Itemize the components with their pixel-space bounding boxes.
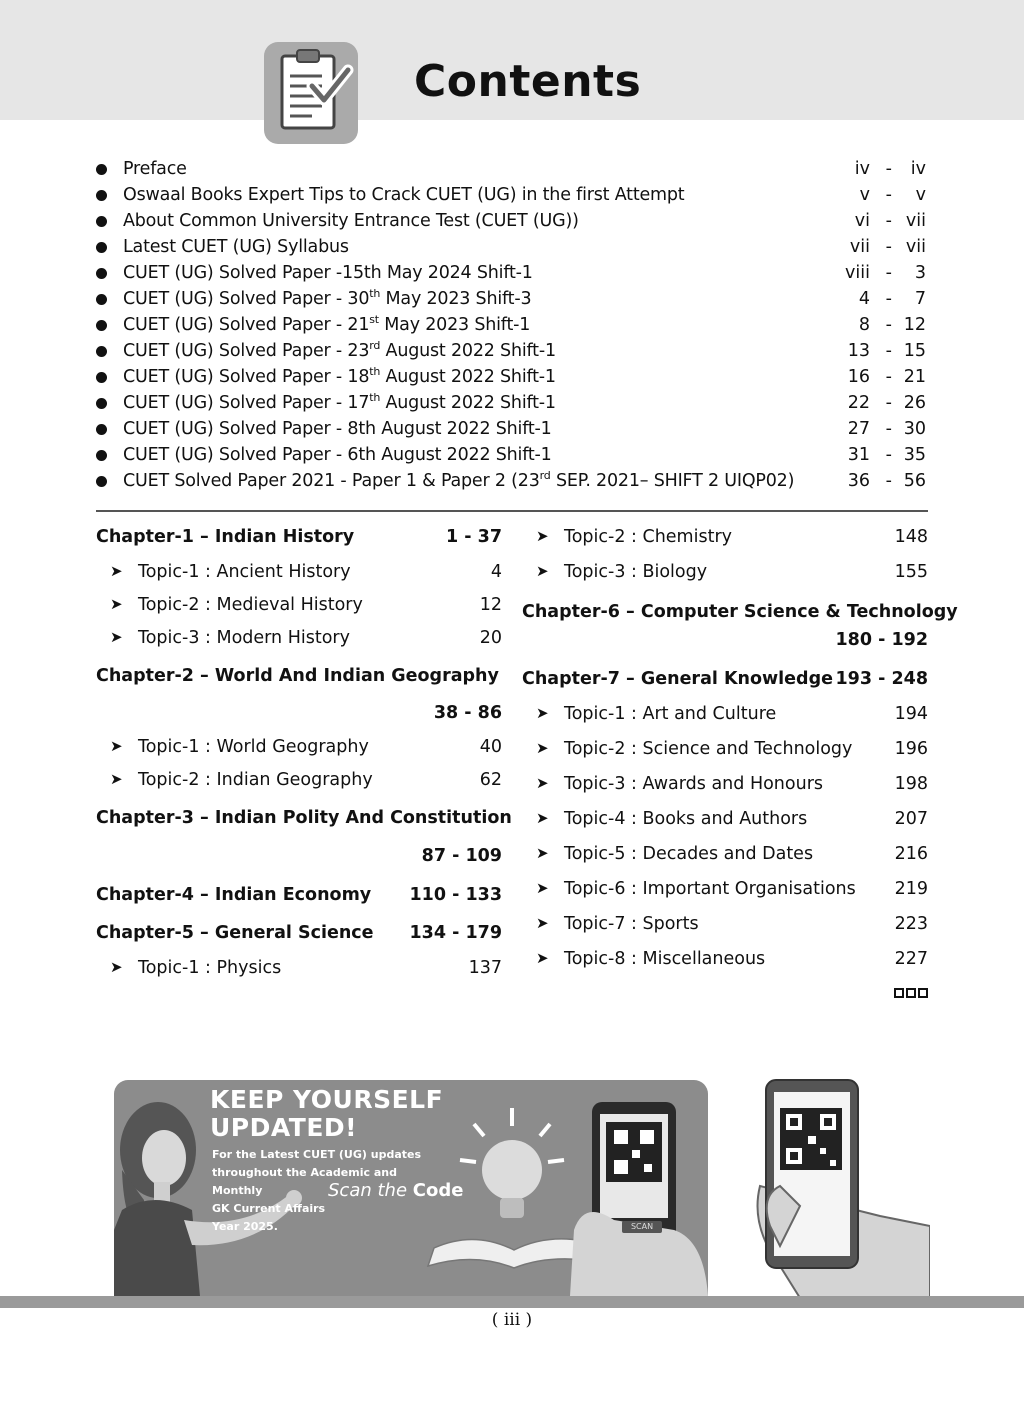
topic-row[interactable] [96, 770, 502, 808]
page-to: 12 [903, 315, 926, 335]
banner-title-line: UPDATED! [210, 1113, 358, 1142]
page-dash: - [885, 393, 892, 413]
banner-title-line: KEEP YOURSELF [210, 1085, 444, 1114]
topic-title: Topic-2 : Medieval History [138, 595, 363, 615]
bullet-icon [96, 398, 107, 409]
topic-title: Topic-7 : Sports [564, 914, 699, 934]
topic-page: 227 [894, 949, 928, 969]
preliminary-item[interactable] [96, 156, 926, 182]
page-to: 3 [914, 263, 926, 283]
arrow-bullet-icon: ➤ [536, 774, 549, 792]
topic-row[interactable] [522, 562, 928, 602]
bullet-icon [96, 320, 107, 331]
preliminary-title: CUET (UG) Solved Paper - 30th May 2023 Shift-3 [123, 287, 532, 309]
chapter-pages: 134 - 179 [409, 923, 502, 943]
topic-title: Topic-1 : World Geography [138, 737, 369, 757]
topic-row[interactable] [522, 914, 928, 949]
chapter-title: Chapter-4 – Indian Economy [96, 885, 372, 905]
page-from: 4 [858, 289, 870, 309]
topic-row[interactable] [96, 628, 502, 666]
page-from: 27 [847, 419, 870, 439]
page-dash: - [885, 263, 892, 283]
preliminary-item[interactable] [96, 468, 926, 494]
page-to: 21 [903, 367, 926, 387]
scan-the-code-text [328, 1180, 463, 1201]
bullet-icon [96, 424, 107, 435]
chapter-title: Chapter-6 – Computer Science & Technology [522, 602, 958, 622]
topic-row[interactable] [522, 527, 928, 562]
preliminary-title: CUET (UG) Solved Paper -15th May 2024 Shift-1 [123, 263, 533, 283]
bullet-icon [96, 190, 107, 201]
preliminary-list [96, 156, 926, 494]
page-dash: - [885, 419, 892, 439]
banner-text-line: Year 2025. [212, 1220, 278, 1233]
page-to: iv [910, 159, 926, 179]
topic-page: 194 [894, 704, 928, 724]
arrow-bullet-icon: ➤ [536, 739, 549, 757]
topic-row[interactable] [96, 595, 502, 628]
topic-row[interactable] [522, 949, 928, 984]
topic-title: Topic-1 : Physics [138, 958, 282, 978]
chapter-title: Chapter-7 – General Knowledge [522, 669, 833, 689]
arrow-bullet-icon: ➤ [110, 562, 123, 580]
page-title: Contents [414, 56, 642, 107]
page-from: 8 [858, 315, 870, 335]
page-dash: - [885, 237, 892, 257]
page-dash: - [885, 315, 892, 335]
page-from: 31 [847, 445, 870, 465]
topic-page: 216 [894, 844, 928, 864]
topic-page: 155 [894, 562, 928, 582]
arrow-bullet-icon: ➤ [110, 737, 123, 755]
chapter-pages: 1 - 37 [446, 527, 502, 547]
preliminary-item[interactable] [96, 442, 926, 468]
preliminary-item[interactable] [96, 208, 926, 234]
chapter-title: Chapter-2 – World And Indian Geography [96, 666, 499, 686]
topic-title: Topic-2 : Indian Geography [138, 770, 373, 790]
topic-page: 207 [894, 809, 928, 829]
chapter-title: Chapter-3 – Indian Polity And Constitution [96, 808, 512, 828]
page-to: vii [905, 237, 926, 257]
page-to: 35 [903, 445, 926, 465]
page-number: ( iii ) [491, 1310, 533, 1330]
keep-updated-banner[interactable] [114, 1080, 708, 1296]
topic-page: 148 [894, 527, 928, 547]
arrow-bullet-icon: ➤ [536, 844, 549, 862]
preliminary-item[interactable] [96, 416, 926, 442]
topic-page: 219 [894, 879, 928, 899]
preliminary-item[interactable] [96, 364, 926, 390]
preliminary-title: CUET (UG) Solved Paper - 6th August 2022 Shift-1 [123, 445, 552, 465]
page-dash: - [885, 289, 892, 309]
page-from: 36 [847, 471, 870, 491]
preliminary-item[interactable] [96, 260, 926, 286]
chapter-5[interactable] [96, 923, 502, 958]
preliminary-title: Oswaal Books Expert Tips to Crack CUET (UG) in the first Attempt [123, 185, 685, 205]
page-from: viii [845, 263, 870, 283]
scan-button[interactable]: SCAN [622, 1221, 662, 1233]
page-dash: - [885, 185, 892, 205]
page-to: 7 [914, 289, 926, 309]
end-marks-icon [894, 988, 928, 998]
arrow-bullet-icon: ➤ [536, 914, 549, 932]
topic-page: 40 [479, 737, 502, 757]
topic-page: 198 [894, 774, 928, 794]
topic-title: Topic-3 : Awards and Honours [564, 774, 824, 794]
bullet-icon [96, 450, 107, 461]
page-from: 16 [847, 367, 870, 387]
arrow-bullet-icon: ➤ [110, 628, 123, 646]
banner-title [210, 1086, 443, 1142]
bullet-icon [96, 294, 107, 305]
topic-title: Topic-6 : Important Organisations [564, 879, 856, 899]
preliminary-title: CUET (UG) Solved Paper - 21st May 2023 Shift-1 [123, 313, 531, 335]
topic-title: Topic-1 : Art and Culture [564, 704, 777, 724]
chapter-6[interactable] [522, 602, 958, 669]
topic-title: Topic-4 : Books and Authors [564, 809, 808, 829]
topic-title: Topic-5 : Decades and Dates [564, 844, 814, 864]
clipboard-check-icon [264, 42, 358, 144]
arrow-bullet-icon: ➤ [536, 704, 549, 722]
chapter-2[interactable] [96, 666, 502, 737]
topic-page: 4 [490, 562, 502, 582]
bullet-icon [96, 164, 107, 175]
scan-text: Scan the [328, 1180, 413, 1201]
contents-right-column [522, 527, 958, 984]
page-to: 30 [903, 419, 926, 439]
bullet-icon [96, 268, 107, 279]
topic-title: Topic-8 : Miscellaneous [564, 949, 766, 969]
topic-row[interactable] [522, 704, 928, 739]
bullet-icon [96, 372, 107, 383]
arrow-bullet-icon: ➤ [536, 879, 549, 897]
arrow-bullet-icon: ➤ [536, 562, 549, 580]
topic-page: 223 [894, 914, 928, 934]
arrow-bullet-icon: ➤ [536, 527, 549, 545]
footer-bar [0, 1296, 1024, 1308]
topic-title: Topic-2 : Chemistry [564, 527, 733, 547]
preliminary-item[interactable] [96, 390, 926, 416]
topic-title: Topic-3 : Biology [564, 562, 708, 582]
topic-page: 137 [468, 958, 502, 978]
chapter-pages: 193 - 248 [835, 669, 928, 689]
bullet-icon [96, 346, 107, 357]
divider [96, 510, 928, 512]
topic-title: Topic-2 : Science and Technology [564, 739, 853, 759]
bullet-icon [96, 242, 107, 253]
topic-row[interactable] [522, 774, 928, 809]
topic-row[interactable] [96, 737, 502, 770]
page-to: vii [905, 211, 926, 231]
topic-row[interactable] [96, 958, 502, 991]
topic-row[interactable] [522, 809, 928, 844]
preliminary-item[interactable] [96, 286, 926, 312]
code-text: Code [412, 1180, 464, 1201]
page-from: iv [854, 159, 870, 179]
topic-row[interactable] [96, 562, 502, 595]
page-dash: - [885, 471, 892, 491]
chapter-pages: 87 - 109 [421, 846, 502, 866]
contents-left-column [96, 527, 512, 991]
preliminary-title: Preface [123, 159, 187, 179]
arrow-bullet-icon: ➤ [110, 595, 123, 613]
arrow-bullet-icon: ➤ [536, 949, 549, 967]
chapter-title: Chapter-5 – General Science [96, 923, 374, 943]
banner-text-line: throughout the Academic and Monthly [212, 1166, 397, 1197]
preliminary-title: Latest CUET (UG) Syllabus [123, 237, 349, 257]
preliminary-title: CUET (UG) Solved Paper - 23rd August 2022 Shift-1 [123, 339, 556, 361]
page-from: v [859, 185, 870, 205]
page-to: 56 [903, 471, 926, 491]
topic-title: Topic-1 : Ancient History [138, 562, 351, 582]
bullet-icon [96, 216, 107, 227]
page-dash: - [885, 211, 892, 231]
chapter-title: Chapter-1 – Indian History [96, 527, 355, 547]
topic-page: 62 [479, 770, 502, 790]
page-from: 22 [847, 393, 870, 413]
preliminary-item[interactable] [96, 312, 926, 338]
topic-page: 20 [479, 628, 502, 648]
topic-page: 12 [479, 595, 502, 615]
page-dash: - [885, 445, 892, 465]
chapter-3[interactable] [96, 808, 512, 885]
preliminary-title: CUET (UG) Solved Paper - 8th August 2022 Shift-1 [123, 419, 552, 439]
banner-text-line: For the Latest CUET (UG) updates [212, 1148, 422, 1161]
chapter-pages: 38 - 86 [433, 703, 502, 723]
page-to: 26 [903, 393, 926, 413]
phone-qr-code-icon[interactable] [740, 1076, 930, 1298]
page-from: vi [854, 211, 870, 231]
topic-page: 196 [894, 739, 928, 759]
page-dash: - [885, 159, 892, 179]
chapter-1[interactable] [96, 527, 502, 562]
preliminary-item[interactable] [96, 182, 926, 208]
topic-row[interactable] [522, 739, 928, 774]
chapter-pages: 180 - 192 [835, 630, 928, 650]
arrow-bullet-icon: ➤ [110, 770, 123, 788]
chapter-7[interactable] [522, 669, 928, 704]
page-dash: - [885, 367, 892, 387]
bullet-icon [96, 476, 107, 487]
preliminary-title: CUET Solved Paper 2021 - Paper 1 & Paper 2 (23rd SEP. 2021– SHIFT 2 UIQP02) [123, 469, 795, 491]
preliminary-item[interactable] [96, 234, 926, 260]
preliminary-item[interactable] [96, 338, 926, 364]
page-to: v [915, 185, 926, 205]
preliminary-title: CUET (UG) Solved Paper - 18th August 2022 Shift-1 [123, 365, 556, 387]
topic-row[interactable] [522, 844, 928, 879]
preliminary-title: CUET (UG) Solved Paper - 17th August 2022 Shift-1 [123, 391, 556, 413]
arrow-bullet-icon: ➤ [110, 958, 123, 976]
page-from: vii [849, 237, 870, 257]
page-to: 15 [903, 341, 926, 361]
page-dash: - [885, 341, 892, 361]
topic-title: Topic-3 : Modern History [138, 628, 350, 648]
preliminary-title: About Common University Entrance Test (CUET (UG)) [123, 211, 579, 231]
topic-row[interactable] [522, 879, 928, 914]
chapter-4[interactable] [96, 885, 502, 923]
banner-text-line: GK Current Affairs [212, 1202, 326, 1215]
page-from: 13 [847, 341, 870, 361]
arrow-bullet-icon: ➤ [536, 809, 549, 827]
chapter-pages: 110 - 133 [409, 885, 502, 905]
